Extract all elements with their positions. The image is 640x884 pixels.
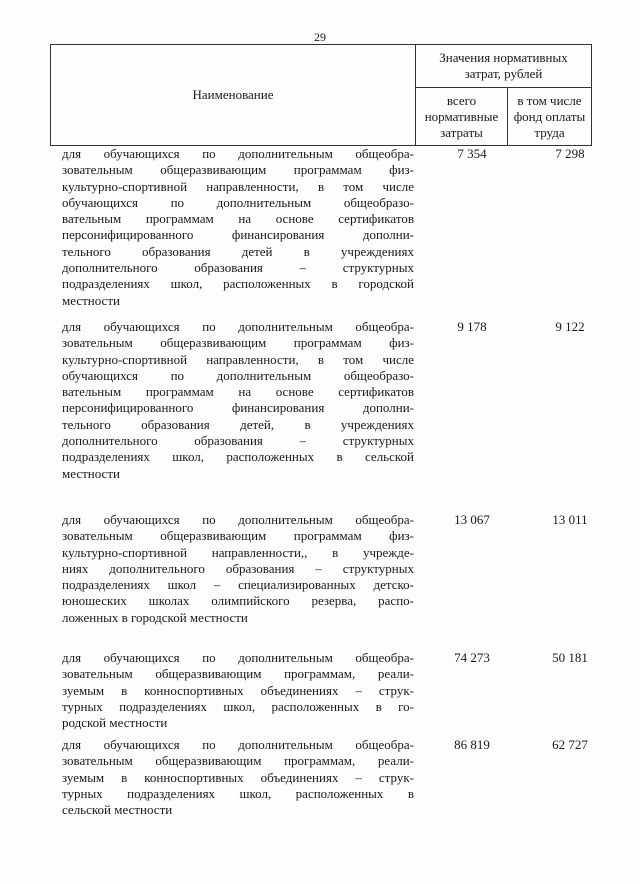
header-values-group — [416, 45, 592, 88]
row-name-line: вательным программам на основе сертификатов — [62, 211, 414, 227]
row-name-line: зуемым в конноспортивных объединениях – струк- — [62, 682, 414, 698]
row-name-line: для обучающихся по дополнительным общеобра- — [62, 737, 414, 752]
row-name-line: культурно-спортивной направленности,, в учрежде- — [62, 544, 414, 560]
row-wages: 9 122 — [555, 319, 585, 334]
row-wages: 13 011 — [552, 512, 588, 527]
row-name-line: подразделениях школ, расположенных в сельской — [62, 449, 414, 465]
header-total-line1: всего — [446, 92, 477, 108]
row-name-line: обучающихся по дополнительным общеобразо- — [62, 194, 414, 210]
row-name-line: культурно-спортивной направленности, в том числе — [62, 178, 414, 194]
row-name-line: персонифицированного финансирования дополни- — [62, 400, 414, 416]
header-total-line2: нормативные — [424, 108, 499, 124]
row-name-line: зовательным общеразвивающим программам, реали- — [62, 753, 414, 769]
row-name-line: дополнительного образования – структурных — [62, 260, 414, 276]
row-wages: 7 298 — [555, 146, 585, 161]
row-total: 7 354 — [457, 146, 487, 161]
row-name-line: тельного образования детей, в учреждениях — [62, 416, 414, 432]
row-name-line: зовательным общеразвивающим программам физ- — [62, 528, 414, 544]
row-name-line: зовательным общеразвивающим программам, реали- — [62, 666, 414, 682]
header-total-line3: затраты — [440, 124, 483, 140]
header-group-title-line2: затрат, рублей — [464, 66, 543, 81]
row-name — [62, 146, 414, 309]
row-wages: 50 181 — [552, 650, 588, 665]
row-name-line: родской местности — [62, 715, 168, 731]
row-name-line: для обучающихся по дополнительным общеобра- — [62, 512, 414, 527]
row-name-line: ниях дополнительного образования – структурных — [62, 560, 414, 576]
row-total: 13 067 — [454, 512, 490, 527]
page-number: 29 — [314, 30, 326, 44]
row-name-line: для обучающихся по дополнительным общеобра- — [62, 319, 414, 334]
row-name-line: турных подразделениях школ, расположенных в го- — [62, 698, 414, 714]
header-group-title-line1: Значения нормативных — [439, 50, 568, 65]
row-name-line: вательным программам на основе сертификатов — [62, 384, 414, 400]
row-name-line: персонифицированного финансирования дополни- — [62, 227, 414, 243]
row-name-line: тельного образования детей в учреждениях — [62, 243, 414, 259]
row-name-line: местности — [62, 292, 120, 308]
header-total-costs — [416, 88, 508, 146]
row-name-line: ложенных в городской местности — [62, 609, 248, 625]
row-name — [62, 319, 414, 482]
header-wage-line3: труда — [534, 124, 565, 140]
row-name-line: подразделениях школ, расположенных в городской — [62, 276, 414, 292]
row-name — [62, 650, 414, 731]
row-name-line: дополнительного образования – структурных — [62, 433, 414, 449]
row-name-line: местности — [62, 465, 120, 481]
row-name-line: для обучающихся по дополнительным общеобра- — [62, 146, 414, 161]
row-total: 9 178 — [457, 319, 487, 334]
header-wage-line2: фонд оплаты — [513, 108, 586, 124]
row-name-line: зовательным общеразвивающим программам физ- — [62, 162, 414, 178]
row-name-line: обучающихся по дополнительным общеобразо- — [62, 367, 414, 383]
row-name-line: культурно-спортивной направленности, в том числе — [62, 351, 414, 367]
row-name-line: подразделениях школ – специализированных детско- — [62, 577, 414, 593]
row-name-line: юношеских школах олимпийского резерва, распо- — [62, 593, 414, 609]
header-wage-line1: в том числе — [517, 92, 582, 108]
header-wage-fund — [508, 88, 592, 146]
table-header — [50, 44, 592, 146]
row-name — [62, 512, 414, 626]
row-name-line: турных подразделениях школ, расположенных в — [62, 785, 414, 801]
row-name-line: сельской местности — [62, 802, 173, 818]
row-name-line: зуемым в конноспортивных объединениях – струк- — [62, 769, 414, 785]
row-wages: 62 727 — [552, 737, 588, 752]
header-name-column: Наименование — [51, 45, 416, 146]
row-total: 74 273 — [454, 650, 490, 665]
row-name-line: для обучающихся по дополнительным общеобра- — [62, 650, 414, 665]
row-name-line: зовательным общеразвивающим программам физ- — [62, 335, 414, 351]
row-name — [62, 737, 414, 818]
row-total: 86 819 — [454, 737, 490, 752]
